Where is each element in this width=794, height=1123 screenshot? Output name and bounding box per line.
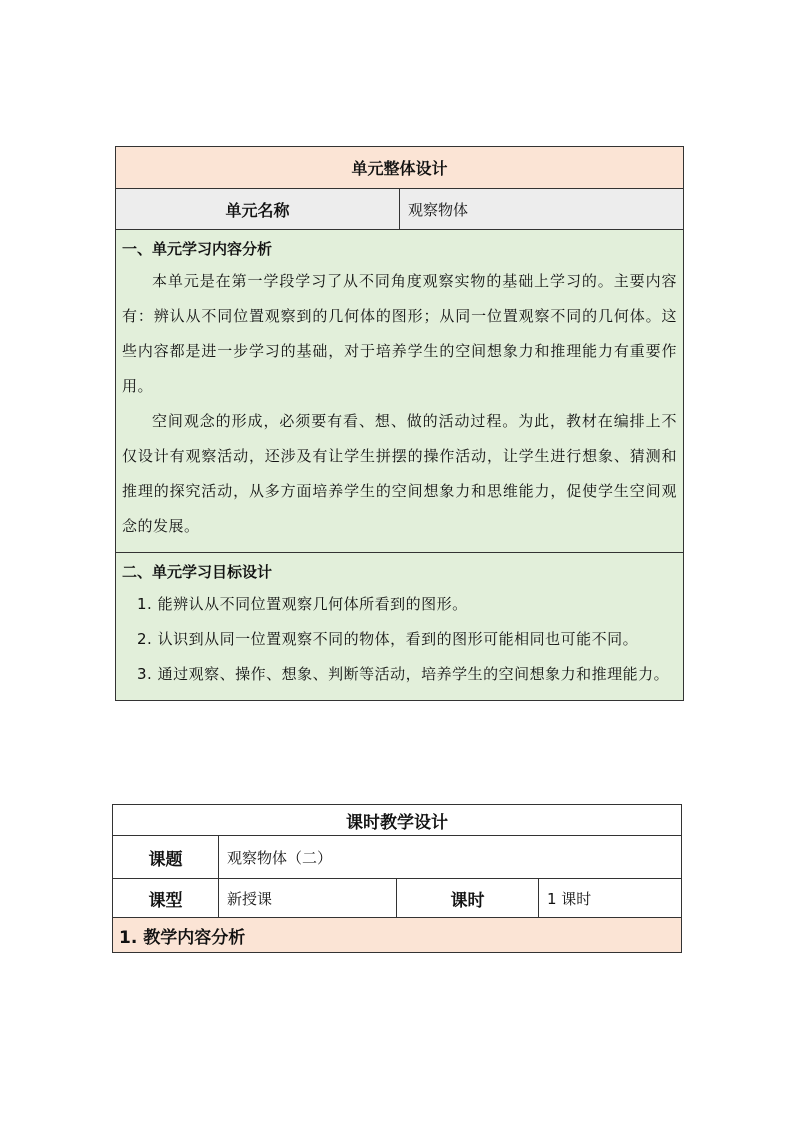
lesson-design-table	[112, 804, 682, 953]
topic-value: 观察物体（二）	[219, 836, 682, 879]
type-value: 新授课	[219, 879, 397, 918]
content-analysis-heading: 一、单元学习内容分析	[122, 240, 273, 258]
learning-goals-heading: 二、单元学习目标设计	[122, 563, 273, 581]
goal-item: 2. 认识到从同一位置观察不同的物体，看到的图形可能相同也可能不同。	[137, 630, 639, 648]
learning-goals-section	[116, 553, 684, 701]
goal-item: 1. 能辨认从不同位置观察几何体所看到的图形。	[137, 595, 468, 613]
unit-name-label: 单元名称	[116, 189, 400, 230]
content-paragraph: 空间观念的形成，必须要有看、想、做的活动过程。为此，教材在编排上不仅设计有观察活动，还涉及有让学生拼摆的操作活动，让学生进行想象、猜测和推理的探究活动，从多方面培养学生的空间想象力和思维能力，促使学生空间观念的发展。	[122, 412, 677, 535]
unit-design-table	[115, 146, 684, 701]
goal-item: 3. 通过观察、操作、想象、判断等活动，培养学生的空间想象力和推理能力。	[137, 665, 670, 683]
lesson-title: 课时教学设计	[113, 805, 682, 836]
teaching-content-heading: 1. 教学内容分析	[113, 918, 682, 953]
hours-value: 1 课时	[539, 879, 682, 918]
type-label: 课型	[113, 879, 219, 918]
unit-name-value: 观察物体	[400, 189, 684, 230]
hours-label: 课时	[397, 879, 539, 918]
topic-label: 课题	[113, 836, 219, 879]
unit-title: 单元整体设计	[116, 147, 684, 189]
content-analysis-section	[116, 230, 684, 553]
content-paragraph: 本单元是在第一学段学习了从不同角度观察实物的基础上学习的。主要内容有：辨认从不同位置观察到的几何体的图形；从同一位置观察不同的几何体。这些内容都是进一步学习的基础，对于培养学生的空间想象力和推理能力有重要作用。	[122, 272, 677, 395]
